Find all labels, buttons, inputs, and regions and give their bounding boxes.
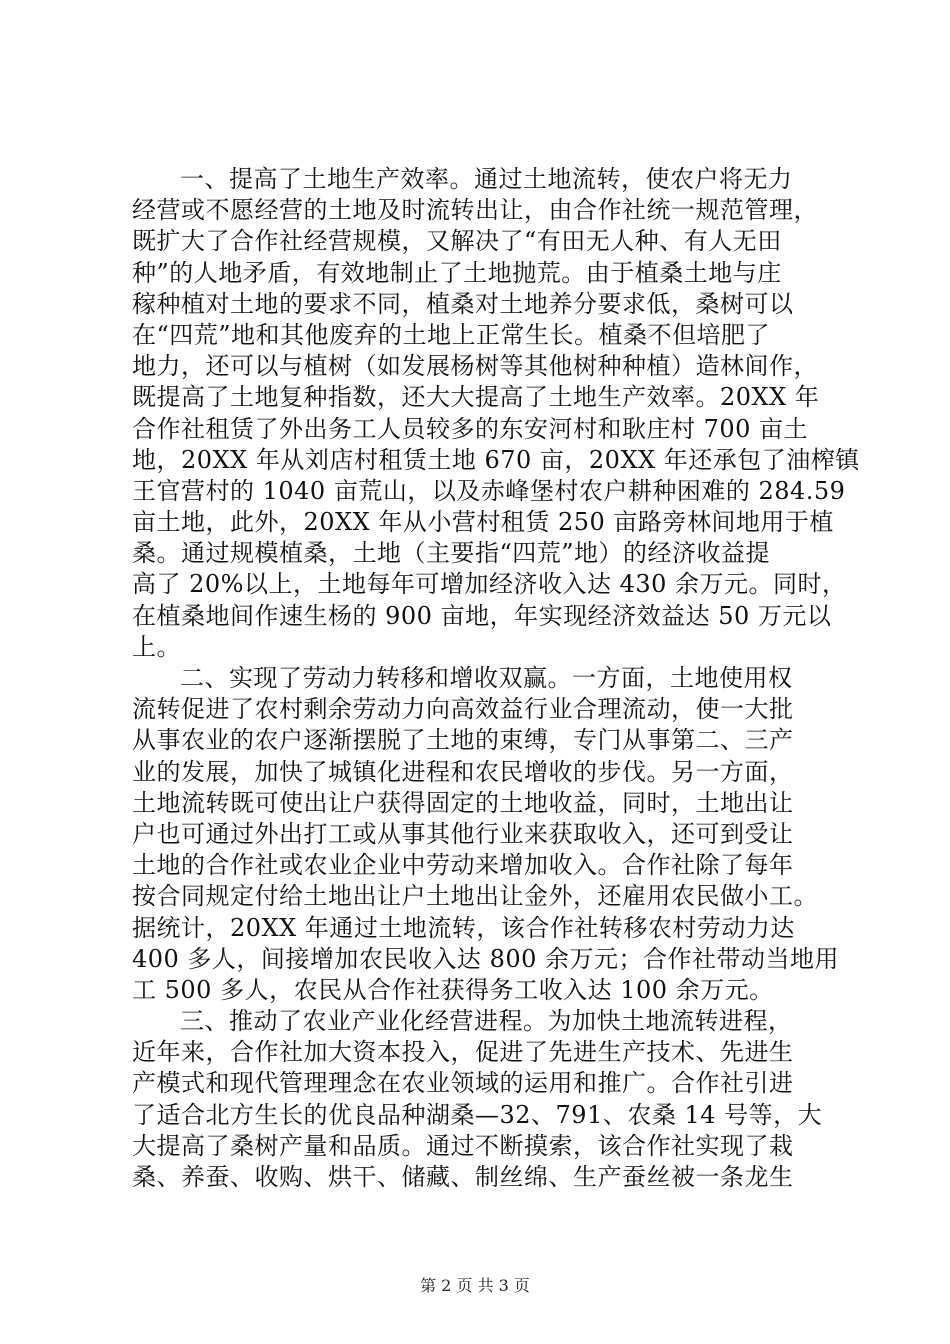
- paragraph-line: 在“四荒”地和其他废弃的土地上正常生长。植桑不但培肥了: [132, 320, 771, 349]
- paragraph-line: 二、实现了劳动力转移和增收双赢。一方面，土地使用权: [180, 664, 793, 692]
- paragraph-line: 既提高了土地复种指数，还大大提高了土地生产效率。20XX 年: [132, 383, 820, 412]
- paragraph-line: 合作社租赁了外出务工人员较多的东安河村和耿庄村 700 亩土: [132, 414, 809, 443]
- paragraph-line: 一、提高了土地生产效率。通过土地流转，使农户将无力: [180, 165, 793, 193]
- paragraph-line: 工 500 多人，农民从合作社获得务工收入达 100 余万元。: [132, 975, 774, 1004]
- paragraph-line: 经营或不愿经营的土地及时流转出让，由合作社统一规范管理，: [132, 196, 818, 225]
- paragraph-line: 大提高了桑树产量和品质。通过不断摸索，该合作社实现了栽: [132, 1131, 794, 1160]
- paragraph-line: 据统计，20XX 年通过土地流转，该合作社转移农村劳动力达: [132, 913, 795, 942]
- paragraph-line: 亩土地，此外，20XX 年从小营村租赁 250 亩路旁林间地用于植: [132, 508, 834, 537]
- paragraph: [132, 663, 840, 1006]
- paragraph-line: 桑、养蚕、收购、烘干、储藏、制丝绵、生产蚕丝被一条龙生: [132, 1163, 794, 1191]
- paragraph-line: 三、推动了农业产业化经营进程。为加快土地流转进程，: [180, 1007, 793, 1036]
- paragraph-line: 稼种植对土地的要求不同，植桑对土地养分要求低，桑树可以: [132, 289, 794, 318]
- paragraph-line: 地，20XX 年从刘店村租赁土地 670 亩，20XX 年还承包了油榨镇: [132, 445, 860, 474]
- paragraph-line: 流转促进了农村剩余劳动力向高效益行业合理流动，使一大批: [132, 695, 794, 724]
- paragraph-line: 户也可通过外出打工或从事其他行业来获取收入，还可到受让: [132, 819, 794, 848]
- page-footer: [0, 1276, 950, 1296]
- paragraph-line: 既扩大了合作社经营规模，又解决了“有田无人种、有人无田: [132, 227, 782, 256]
- paragraph-line: 高了 20%以上，土地每年可增加经济收入达 430 余万元。同时，: [132, 570, 847, 599]
- paragraph-line: 上。: [132, 632, 181, 661]
- paragraph-line: 在植桑地间作速生杨的 900 亩地，年实现经济效益达 50 万元以: [132, 601, 832, 630]
- paragraph: [132, 164, 860, 663]
- paragraph-line: 土地的合作社或农业企业中劳动来增加收入。合作社除了每年: [132, 851, 794, 880]
- paragraph-line: 从事农业的农户逐渐摆脱了土地的束缚，专门从事第二、三产: [132, 726, 794, 755]
- paragraph-line: 产模式和现代管理理念在农业领域的运用和推广。合作社引进: [132, 1069, 794, 1098]
- document-body: [132, 164, 860, 1193]
- paragraph-line: 王官营村的 1040 亩荒山，以及赤峰堡村农户耕种困难的 284.59: [132, 476, 846, 505]
- paragraph-line: 近年来，合作社加大资本投入，促进了先进生产技术、先进生: [132, 1038, 794, 1067]
- paragraph: [132, 1006, 832, 1193]
- paragraph-line: 按合同规定付给土地出让户土地出让金外，还雇用农民做小工。: [132, 882, 818, 911]
- paragraph-line: 了适合北方生长的优良品种湖桑—32、791、农桑 14 号等，大: [132, 1100, 823, 1129]
- paragraph-line: 土地流转既可使出让户获得固定的土地收益，同时，土地出让: [132, 788, 794, 817]
- paragraph-line: 种”的人地矛盾，有效地制止了土地抛荒。由于植桑土地与庄: [132, 258, 782, 287]
- paragraph-line: 业的发展，加快了城镇化进程和农民增收的步伐。另一方面，: [132, 757, 794, 786]
- paragraph-line: 桑。通过规模植桑，土地（主要指“四荒”地）的经济收益提: [132, 539, 771, 568]
- paragraph-line: 400 多人，间接增加农民收入达 800 余万元；合作社带动当地用: [132, 944, 840, 973]
- page-indicator: 第 2 页 共 3 页: [420, 1276, 530, 1295]
- paragraph-line: 地力，还可以与植树（如发展杨树等其他树种种植）造林间作，: [132, 352, 818, 381]
